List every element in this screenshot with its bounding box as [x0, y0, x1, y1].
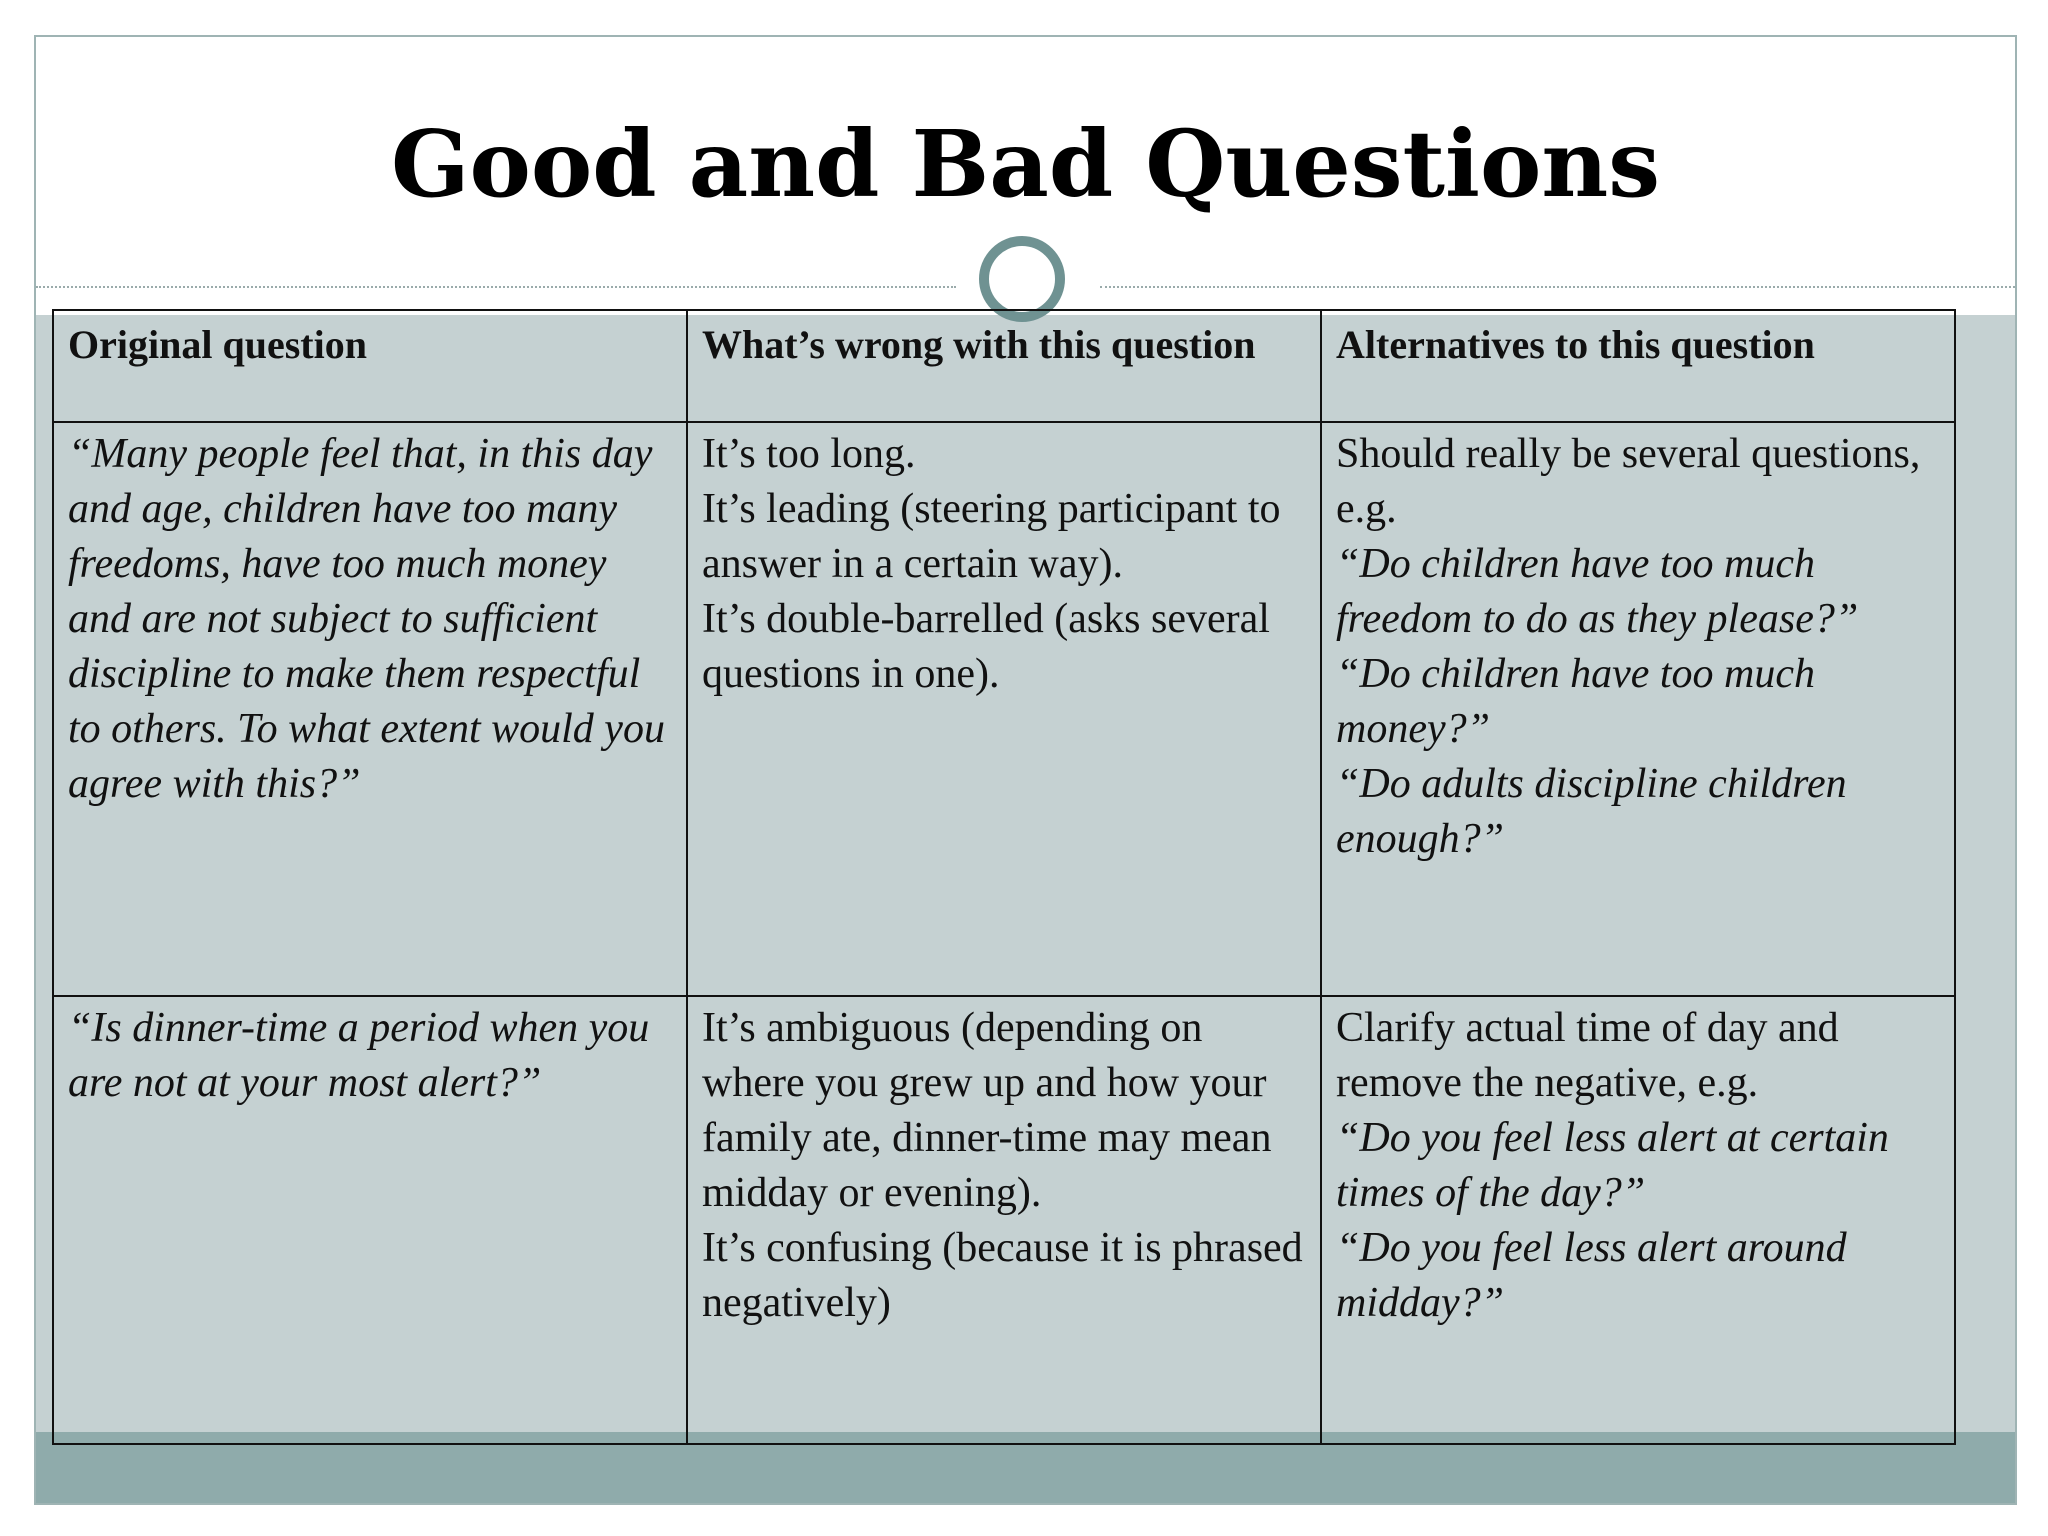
problem-text: It’s double-barrelled (asks several questions in one). — [702, 596, 1270, 697]
table-row — [53, 996, 1955, 1444]
problem-text: It’s ambiguous (depending on where you grew up and how your family ate, dinner-time may mean midday or evening). — [702, 1005, 1272, 1216]
alternatives-intro: Should really be several questions, e.g. — [1336, 431, 1921, 532]
original-question-text: “Many people feel that, in this day and age, children have too many freedoms, have too much money and are not subject to sufficient discipline to make them respectful to others. To what extent would you agree with this?” — [68, 431, 665, 807]
cell-original-question — [53, 422, 687, 996]
cell-alternatives — [1321, 422, 1955, 996]
cell-original-question — [53, 996, 687, 1444]
questions-table — [52, 309, 1956, 1445]
cell-alternatives — [1321, 996, 1955, 1444]
header-original-question: Original question — [53, 310, 687, 422]
cell-whats-wrong — [687, 422, 1321, 996]
cell-whats-wrong — [687, 996, 1321, 1444]
table-header-row — [53, 310, 1955, 422]
slide — [34, 35, 2017, 1505]
alternatives-intro: Clarify actual time of day and remove the negative, e.g. — [1336, 1005, 1839, 1106]
header-alternatives: Alternatives to this question — [1321, 310, 1955, 422]
problem-text: It’s leading (steering participant to answer in a certain way). — [702, 486, 1281, 587]
alternative-question: “Do you feel less alert around midday?” — [1336, 1225, 1847, 1326]
alternative-question: “Do you feel less alert at certain times of the day?” — [1336, 1115, 1889, 1216]
original-question-text: “Is dinner-time a period when you are not at your most alert?” — [68, 1005, 650, 1106]
alternative-question: “Do children have too much money?” — [1336, 651, 1816, 752]
table-row — [53, 422, 1955, 996]
title-divider-right — [1100, 286, 2017, 288]
problem-text: It’s confusing (because it is phrased negatively) — [702, 1225, 1303, 1326]
alternative-question: “Do children have too much freedom to do as they please?” — [1336, 541, 1859, 642]
title-divider-left — [36, 286, 956, 288]
header-whats-wrong: What’s wrong with this question — [687, 310, 1321, 422]
alternative-question: “Do adults discipline children enough?” — [1336, 761, 1847, 862]
problem-text: It’s too long. — [702, 431, 916, 477]
slide-title: Good and Bad Questions — [390, 110, 1661, 218]
